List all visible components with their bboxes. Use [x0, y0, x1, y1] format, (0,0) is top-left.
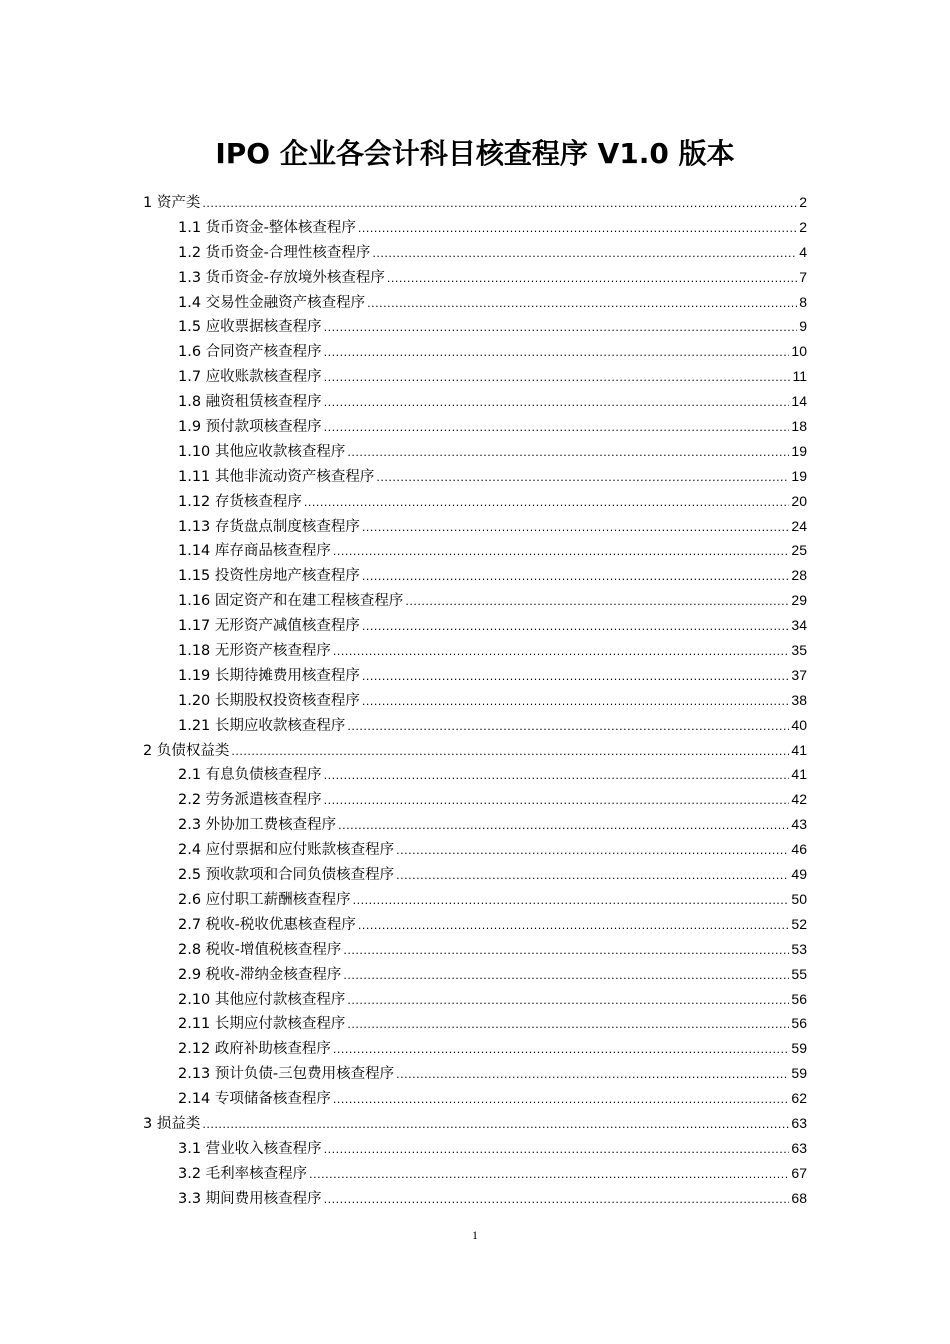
document-title: IPO 企业各会计科目核查程序 V1.0 版本	[215, 137, 735, 170]
page-number: 1	[472, 1228, 478, 1242]
toc-subsection-entry[interactable]	[143, 962, 807, 987]
toc-entry-label: 2.2 劳务派遣核查程序	[178, 792, 322, 809]
toc-entry-page-number: 2	[799, 194, 807, 210]
toc-subsection-entry[interactable]	[143, 787, 807, 812]
toc-subsection-entry[interactable]	[143, 1011, 807, 1036]
toc-entry-label: 2.9 税收-滞纳金核查程序	[178, 966, 342, 983]
toc-entry-label: 2.10 其他应付款核查程序	[178, 991, 346, 1008]
toc-entry-page-number: 59	[791, 1065, 807, 1082]
toc-entry-label: 1.7 应收账款核查程序	[178, 369, 322, 386]
toc-entry-page-number: 49	[791, 866, 807, 883]
toc-entry-page-number: 50	[791, 890, 807, 907]
toc-entry-label: 1.14 库存商品核查程序	[178, 543, 331, 560]
toc-dot-leader	[358, 217, 797, 242]
toc-entry-label: 1.9 预付款项核查程序	[178, 419, 322, 436]
toc-entry-page-number: 56	[791, 990, 807, 1007]
toc-dot-leader	[362, 690, 790, 715]
toc-subsection-entry[interactable]	[143, 389, 807, 414]
toc-entry-page-number: 55	[791, 965, 807, 982]
toc-entry-page-number: 9	[799, 318, 807, 335]
toc-entry-label: 1.11 其他非流动资产核查程序	[178, 468, 375, 485]
toc-subsection-entry[interactable]	[143, 762, 807, 787]
toc-entry-page-number: 19	[791, 442, 807, 459]
toc-subsection-entry[interactable]	[143, 240, 807, 265]
toc-entry-label: 2.1 有息负债核查程序	[178, 767, 322, 784]
toc-dot-leader	[231, 740, 789, 765]
toc-dot-leader	[343, 964, 789, 989]
toc-dot-leader	[324, 341, 790, 366]
toc-subsection-entry[interactable]	[143, 837, 807, 862]
toc-dot-leader	[362, 565, 790, 590]
toc-subsection-entry[interactable]	[143, 862, 807, 887]
toc-dot-leader	[396, 839, 789, 864]
toc-subsection-entry[interactable]	[143, 364, 807, 389]
toc-entry-label: 1.13 存货盘点制度核查程序	[178, 518, 360, 535]
toc-entry-page-number: 41	[791, 766, 807, 783]
toc-entry-page-number: 20	[791, 492, 807, 509]
toc-subsection-entry[interactable]	[143, 314, 807, 339]
toc-subsection-entry[interactable]	[143, 1186, 807, 1211]
toc-dot-leader	[324, 391, 790, 416]
toc-dot-leader	[376, 466, 789, 491]
toc-dot-leader	[202, 1113, 789, 1138]
toc-dot-leader	[343, 939, 789, 964]
toc-entry-label: 1.19 长期待摊费用核查程序	[178, 667, 360, 684]
toc-entry-label: 1.1 货币资金-整体核查程序	[178, 219, 356, 236]
toc-entry-label: 2.4 应付票据和应付账款核查程序	[178, 842, 395, 859]
toc-entry-page-number: 29	[791, 592, 807, 609]
toc-dot-leader	[367, 292, 797, 317]
toc-subsection-entry[interactable]	[143, 937, 807, 962]
toc-entry-page-number: 56	[791, 1015, 807, 1032]
toc-entry-page-number: 28	[791, 567, 807, 584]
toc-subsection-entry[interactable]	[143, 414, 807, 439]
toc-entry-label: 3 损益类	[143, 1115, 201, 1132]
toc-entry-label: 3.2 毛利率核查程序	[178, 1165, 308, 1182]
toc-subsection-entry[interactable]	[143, 563, 807, 588]
toc-dot-leader	[338, 814, 789, 839]
toc-entry-page-number: 42	[791, 791, 807, 808]
toc-subsection-entry[interactable]	[143, 514, 807, 539]
toc-entry-page-number: 46	[791, 841, 807, 858]
toc-subsection-entry[interactable]	[143, 538, 807, 563]
toc-entry-label: 1.20 长期股权投资核查程序	[178, 692, 360, 709]
toc-dot-leader	[396, 1063, 789, 1088]
toc-entry-page-number: 59	[791, 1040, 807, 1057]
toc-dot-leader	[304, 491, 790, 516]
toc-dot-leader	[387, 267, 797, 292]
toc-entry-label: 2.12 政府补助核查程序	[178, 1041, 331, 1058]
toc-subsection-entry[interactable]	[143, 1136, 807, 1161]
toc-entry-page-number: 63	[791, 1139, 807, 1156]
toc-entry-page-number: 7	[799, 268, 807, 285]
toc-entry-page-number: 25	[791, 542, 807, 559]
toc-entry-label: 1.18 无形资产核查程序	[178, 643, 331, 660]
toc-entry-label: 2 负债权益类	[143, 742, 230, 759]
toc-entry-label: 3.3 期间费用核查程序	[178, 1190, 322, 1207]
toc-entry-label: 1.3 货币资金-存放境外核查程序	[178, 269, 385, 286]
toc-entry-page-number: 24	[791, 517, 807, 534]
toc-dot-leader	[324, 416, 790, 441]
toc-dot-leader	[347, 1013, 789, 1038]
toc-dot-leader	[324, 764, 790, 789]
toc-dot-leader	[358, 914, 790, 939]
toc-dot-leader	[309, 1163, 789, 1188]
toc-entry-label: 1.2 货币资金-合理性核查程序	[178, 244, 371, 261]
toc-entry-label: 2.8 税收-增值税核查程序	[178, 941, 342, 958]
toc-subsection-entry[interactable]	[143, 713, 807, 738]
toc-dot-leader	[324, 1138, 790, 1163]
toc-entry-label: 1.21 长期应收款核查程序	[178, 717, 346, 734]
toc-entry-label: 1.5 应收票据核查程序	[178, 319, 322, 336]
toc-entry-page-number: 4	[799, 243, 807, 260]
toc-dot-leader	[405, 590, 789, 615]
toc-entry-page-number: 10	[791, 343, 807, 360]
toc-entry-page-number: 52	[791, 915, 807, 932]
toc-entry-page-number: 53	[791, 940, 807, 957]
toc-dot-leader	[362, 615, 790, 640]
toc-entry-label: 1.8 融资租赁核查程序	[178, 394, 322, 411]
toc-dot-leader	[324, 366, 791, 391]
toc-entry-label: 1 资产类	[143, 195, 201, 211]
toc-subsection-entry[interactable]	[143, 887, 807, 912]
toc-dot-leader	[353, 889, 790, 914]
toc-entry-page-number: 38	[791, 691, 807, 708]
toc-dot-leader	[333, 640, 790, 665]
toc-subsection-entry[interactable]	[143, 613, 807, 638]
toc-dot-leader	[362, 516, 790, 541]
toc-entry-page-number: 68	[791, 1189, 807, 1206]
toc-dot-leader	[347, 441, 789, 466]
toc-entry-page-number: 34	[791, 617, 807, 634]
toc-entry-page-number: 14	[791, 393, 807, 410]
toc-entry-page-number: 8	[799, 293, 807, 310]
toc-dot-leader	[396, 864, 789, 889]
toc-subsection-entry[interactable]	[143, 588, 807, 613]
toc-dot-leader	[324, 316, 798, 341]
toc-entry-label: 1.10 其他应收款核查程序	[178, 443, 346, 460]
toc-dot-leader	[202, 192, 797, 217]
toc-subsection-entry[interactable]	[143, 987, 807, 1012]
toc-entry-label: 2.13 预计负债-三包费用核查程序	[178, 1066, 395, 1083]
toc-subsection-entry[interactable]	[143, 339, 807, 364]
toc-dot-leader	[324, 1188, 790, 1213]
toc-entry-label: 1.4 交易性金融资产核查程序	[178, 294, 366, 311]
toc-dot-leader	[333, 1038, 790, 1063]
toc-entry-label: 3.1 营业收入核查程序	[178, 1140, 322, 1157]
toc-entry-label: 2.3 外协加工费核查程序	[178, 817, 337, 834]
toc-entry-label: 2.14 专项储备核查程序	[178, 1091, 331, 1108]
toc-subsection-entry[interactable]	[143, 663, 807, 688]
toc-entry-page-number: 2	[799, 218, 807, 235]
toc-entry-label: 2.7 税收-税收优惠核查程序	[178, 916, 356, 933]
toc-subsection-entry[interactable]	[143, 290, 807, 315]
toc-subsection-entry[interactable]	[143, 912, 807, 937]
toc-dot-leader	[347, 715, 789, 740]
toc-entry-page-number: 41	[791, 741, 807, 758]
toc-entry-page-number: 40	[791, 716, 807, 733]
toc-subsection-entry[interactable]	[143, 489, 807, 514]
toc-entry-page-number: 11	[792, 368, 807, 385]
toc-dot-leader	[333, 1088, 790, 1113]
toc-entry-label: 2.6 应付职工薪酬核查程序	[178, 891, 351, 908]
toc-subsection-entry[interactable]	[143, 638, 807, 663]
toc-entry-page-number: 35	[791, 642, 807, 659]
toc-entry-label: 1.6 合同资产核查程序	[178, 344, 322, 361]
toc-dot-leader	[324, 789, 790, 814]
toc-dot-leader	[372, 242, 797, 267]
toc-entry-page-number: 37	[791, 666, 807, 683]
toc-entry-page-number: 19	[791, 467, 807, 484]
toc-entry-label: 2.5 预收款项和合同负债核查程序	[178, 867, 395, 884]
toc-dot-leader	[362, 665, 790, 690]
toc-section-entry[interactable]	[143, 738, 807, 763]
toc-subsection-entry[interactable]	[143, 1161, 807, 1186]
toc-dot-leader	[333, 540, 790, 565]
toc-entry-label: 2.11 长期应付款核查程序	[178, 1016, 346, 1033]
toc-subsection-entry[interactable]	[143, 812, 807, 837]
toc-section-entry[interactable]	[143, 190, 807, 215]
toc-entry-page-number: 18	[791, 418, 807, 435]
toc-subsection-entry[interactable]	[143, 1086, 807, 1111]
toc-subsection-entry[interactable]	[143, 1061, 807, 1086]
toc-entry-label: 1.15 投资性房地产核查程序	[178, 568, 360, 585]
toc-entry-label: 1.12 存货核查程序	[178, 493, 302, 510]
toc-subsection-entry[interactable]	[143, 464, 807, 489]
toc-subsection-entry[interactable]	[143, 1036, 807, 1061]
toc-subsection-entry[interactable]	[143, 215, 807, 240]
table-of-contents	[143, 190, 807, 1211]
toc-entry-label: 1.16 固定资产和在建工程核查程序	[178, 593, 404, 610]
toc-dot-leader	[347, 989, 789, 1014]
toc-subsection-entry[interactable]	[143, 265, 807, 290]
toc-entry-page-number: 67	[791, 1164, 807, 1181]
toc-section-entry[interactable]	[143, 1111, 807, 1136]
toc-entry-page-number: 43	[791, 816, 807, 833]
toc-subsection-entry[interactable]	[143, 439, 807, 464]
toc-entry-page-number: 63	[791, 1114, 807, 1131]
toc-subsection-entry[interactable]	[143, 688, 807, 713]
toc-entry-page-number: 62	[791, 1090, 807, 1107]
toc-entry-label: 1.17 无形资产减值核查程序	[178, 618, 360, 635]
